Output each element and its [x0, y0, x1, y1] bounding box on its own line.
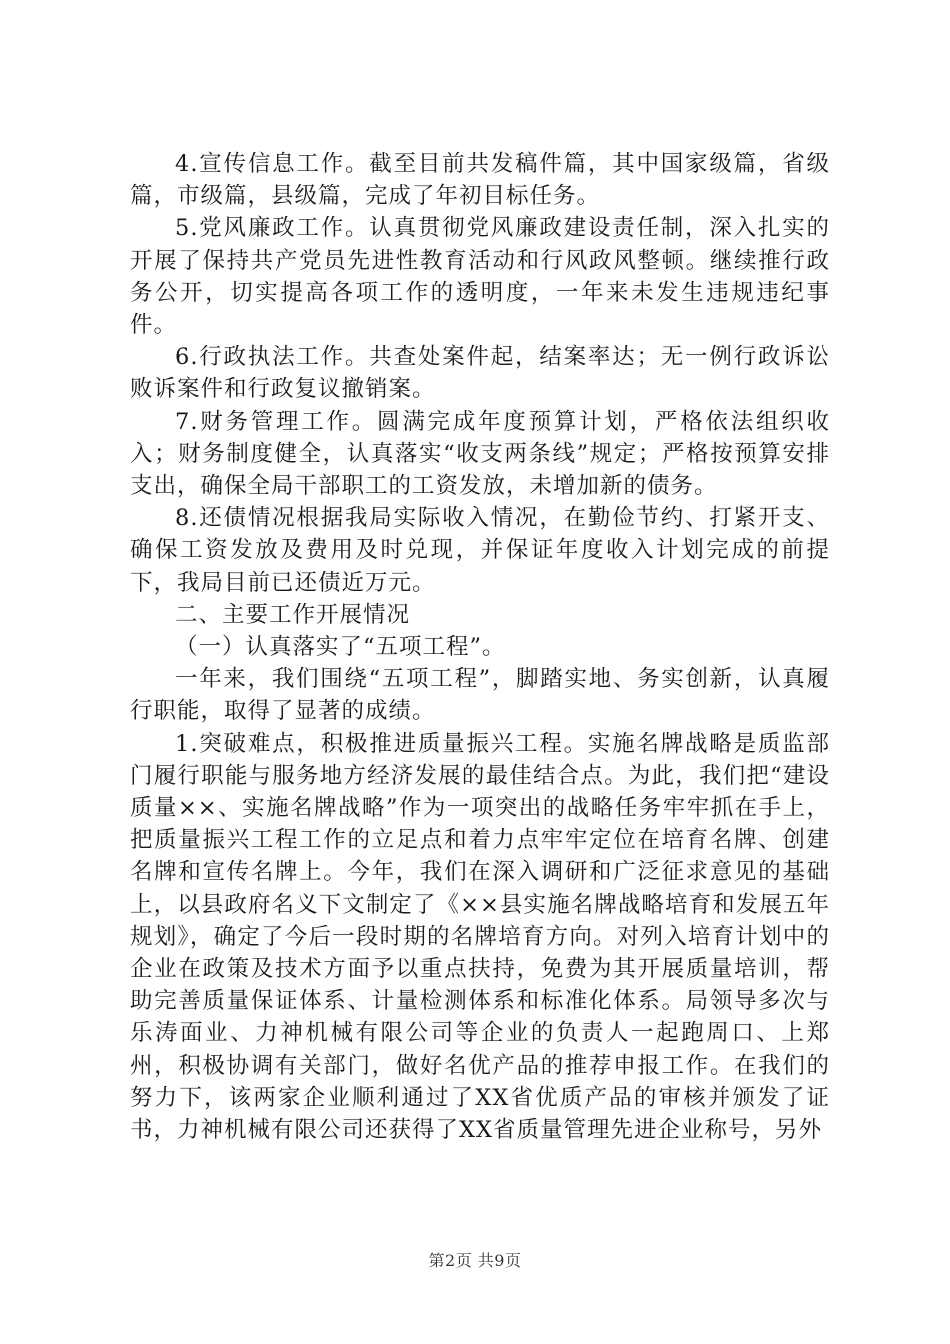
paragraph-finance: 7.财务管理工作。圆满完成年度预算计划，严格依法组织收入；财务制度健全，认真落实“收支两条线”规定；严格按预算安排支出，确保全局干部职工的工资发放，未增加新的债务。: [130, 408, 830, 500]
paragraph-summary: 一年来，我们围绕“五项工程”，脚踏实地、务实创新，认真履行职能，取得了显著的成绩。: [130, 666, 830, 725]
page-footer: 第2页 共9页: [428, 1251, 522, 1270]
section-heading: 二、主要工作开展情况: [175, 601, 411, 628]
paragraph-quality-revitalization: 1.突破难点，积极推进质量振兴工程。实施名牌战略是质监部门履行职能与服务地方经济发展的最佳结合点。为此，我们把“建设质量××、实施名牌战略”作为一项突出的战略任务牢牢抓在手上，把质量振兴工程工作的立足点和着力点牢牢定位在培育名牌、创建名牌和宣传名牌上。今年，我们在深入调研和广泛征求意见的基础上，以县政府名义下文制定了《××县实施名牌战略培育和发展五年规划》，确定了今后一段时期的名牌培育方向。对列入培育计划中的企业在政策及技术方面予以重点扶持，免费为其开展质量培训，帮助完善质量保证体系、计量检测体系和标准化体系。局领导多次与乐涛面业、力神机械有限公司等企业的负责人一起跑周口、上郑州，积极协调有关部门，做好名优产品的推荐申报工作。在我们的努力下，该两家企业顺利通过了XX省优质产品的审核并颁发了证书，力神机械有限公司还获得了XX省质量管理先进企业称号，另外: [130, 730, 830, 1144]
paragraph-publicity: 4.宣传信息工作。截至目前共发稿件篇，其中国家级篇，省级篇，市级篇，县级篇，完成了年初目标任务。: [130, 151, 830, 210]
paragraph-party-integrity: 5.党风廉政工作。认真贯彻党风廉政建设责任制，深入扎实的开展了保持共产党员先进性教育活动和行风政风整顿。继续推行政务公开，切实提高各项工作的透明度，一年来未发生违规违纪事件。: [130, 215, 830, 339]
subsection-heading: （一）认真落实了“五项工程”。: [175, 634, 506, 661]
paragraph-debt-repayment: 8.还债情况根据我局实际收入情况，在勤俭节约、打紧开支、确保工资发放及费用及时兑现，并保证年度收入计划完成的前提下，我局目前已还债近万元。: [130, 505, 830, 596]
document-body: [130, 148, 830, 1146]
paragraph-law-enforcement: 6.行政执法工作。共查处案件起，结案率达；无一例行政诉讼败诉案件和行政复议撤销案。: [130, 344, 830, 403]
